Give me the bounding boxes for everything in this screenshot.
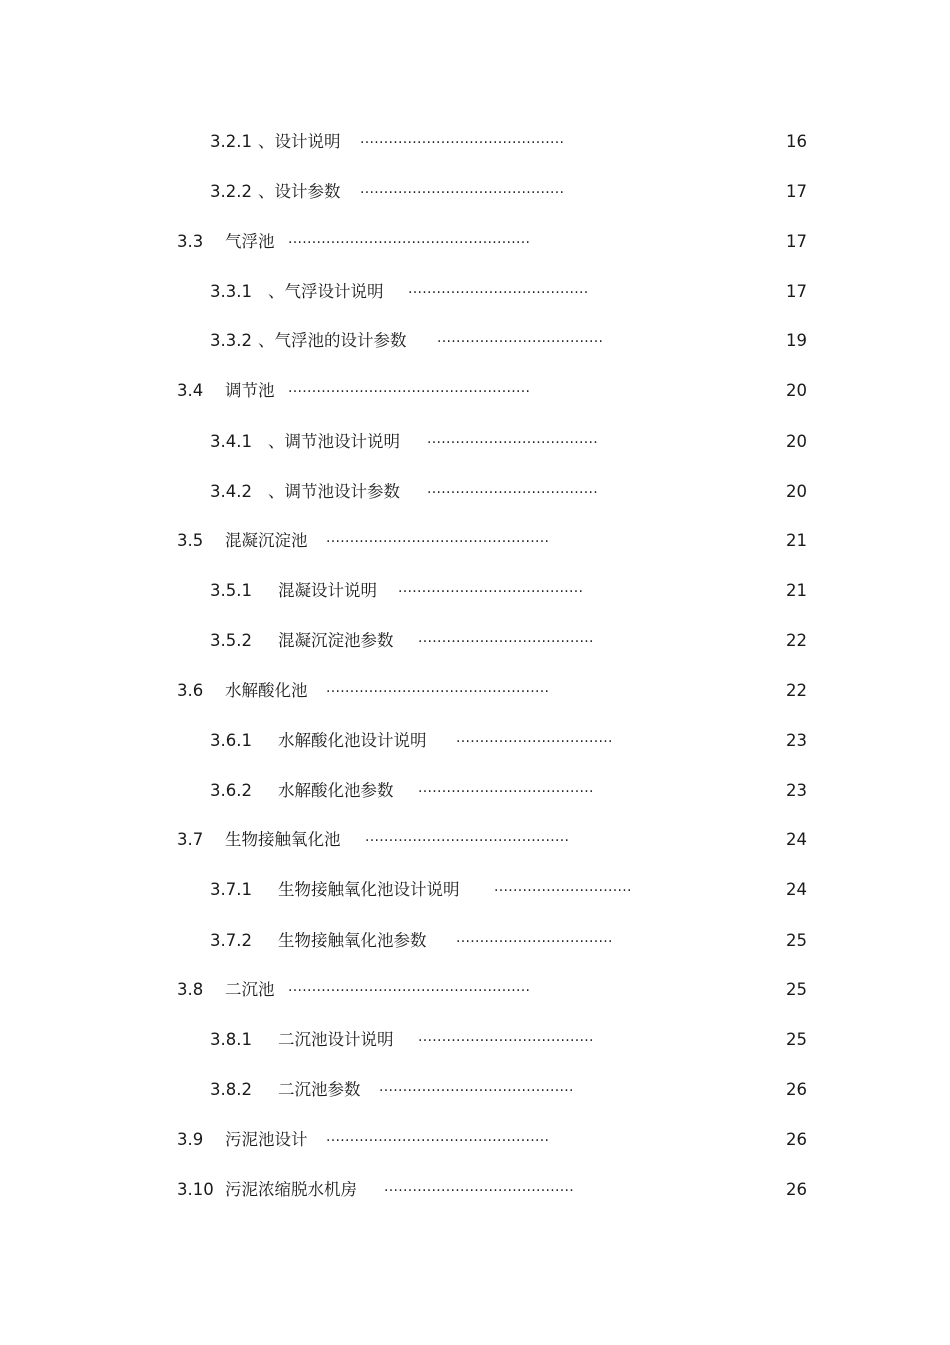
toc-entry-3-7-1[interactable] xyxy=(0,877,950,903)
toc-entry-3-6-1[interactable] xyxy=(0,728,950,754)
toc-entry-3-7[interactable] xyxy=(0,827,950,853)
toc-title: 生物接触氧化池 xyxy=(225,830,341,849)
toc-number: 3.5 xyxy=(177,531,204,550)
toc-number: 3.7 xyxy=(177,830,204,849)
toc-page-number: 25 xyxy=(786,1030,807,1049)
toc-page-number: 20 xyxy=(786,482,807,501)
toc-title: 混凝沉淀池参数 xyxy=(278,631,394,650)
toc-entry-3-3-2[interactable] xyxy=(0,328,950,354)
toc-entry-3-4-2[interactable] xyxy=(0,479,950,505)
toc-entry-3-5-2[interactable] xyxy=(0,628,950,654)
toc-leader: ................................................... xyxy=(288,380,531,396)
toc-page-number: 25 xyxy=(786,931,807,950)
toc-title: 二沉池 xyxy=(225,980,275,999)
toc-leader: .................................... xyxy=(427,431,599,447)
toc-number: 3.3.1 xyxy=(210,282,252,301)
toc-title: 混凝沉淀池 xyxy=(225,531,308,550)
toc-entry-3-8-2[interactable] xyxy=(0,1077,950,1103)
toc-title: 生物接触氧化池设计说明 xyxy=(278,880,460,899)
toc-title: 、气浮设计说明 xyxy=(268,282,384,301)
toc-title: 污泥池设计 xyxy=(225,1130,308,1149)
toc-entry-3-6[interactable] xyxy=(0,678,950,704)
toc-leader: ......................................... xyxy=(379,1079,574,1095)
toc-leader: ..................................... xyxy=(418,780,594,796)
toc-entry-3-5-1[interactable] xyxy=(0,578,950,604)
toc-number: 3.2.2 xyxy=(210,182,252,201)
toc-title: 、调节池设计说明 xyxy=(268,432,400,451)
toc-leader: ............................. xyxy=(494,879,632,895)
toc-title: 水解酸化池参数 xyxy=(278,781,394,800)
toc-leader: ................................. xyxy=(456,930,613,946)
toc-entry-3-10[interactable] xyxy=(0,1177,950,1203)
toc-entry-3-8-1[interactable] xyxy=(0,1027,950,1053)
toc-entry-3-6-2[interactable] xyxy=(0,778,950,804)
toc-title: 、设计参数 xyxy=(258,182,341,201)
toc-entry-3-2-2[interactable] xyxy=(0,179,950,205)
toc-entry-3-3-1[interactable] xyxy=(0,279,950,305)
toc-entry-3-4[interactable] xyxy=(0,378,950,404)
toc-title: 、调节池设计参数 xyxy=(268,482,400,501)
toc-page-number: 17 xyxy=(786,282,807,301)
toc-page-number: 26 xyxy=(786,1080,807,1099)
toc-leader: ........................................... xyxy=(365,829,570,845)
toc-page-number: 24 xyxy=(786,880,807,899)
toc-number: 3.3 xyxy=(177,232,204,251)
toc-page-number: 23 xyxy=(786,731,807,750)
toc-leader: ........................................... xyxy=(360,131,565,147)
toc-number: 3.4 xyxy=(177,381,204,400)
toc-title: 气浮池 xyxy=(225,232,275,251)
toc-page-number: 16 xyxy=(786,132,807,151)
toc-leader: ...................................... xyxy=(408,281,589,297)
toc-leader: ............................................... xyxy=(326,1129,550,1145)
toc-leader: .................................... xyxy=(427,481,599,497)
toc-page-number: 20 xyxy=(786,381,807,400)
toc-number: 3.6.2 xyxy=(210,781,252,800)
toc-leader: ................................................... xyxy=(288,979,531,995)
toc-number: 3.7.1 xyxy=(210,880,252,899)
toc-page-number: 23 xyxy=(786,781,807,800)
toc-page-number: 21 xyxy=(786,581,807,600)
toc-title: 二沉池参数 xyxy=(278,1080,361,1099)
toc-title: 水解酸化池设计说明 xyxy=(278,731,427,750)
toc-leader: ..................................... xyxy=(418,1029,594,1045)
toc-number: 3.2.1 xyxy=(210,132,252,151)
toc-number: 3.4.1 xyxy=(210,432,252,451)
toc-leader: ........................................... xyxy=(360,181,565,197)
toc-number: 3.6.1 xyxy=(210,731,252,750)
toc-title: 二沉池设计说明 xyxy=(278,1030,394,1049)
toc-page-number: 17 xyxy=(786,182,807,201)
toc-page-number: 26 xyxy=(786,1180,807,1199)
toc-title: 、设计说明 xyxy=(258,132,341,151)
toc-page-number: 26 xyxy=(786,1130,807,1149)
toc-number: 3.5.1 xyxy=(210,581,252,600)
toc-page-number: 25 xyxy=(786,980,807,999)
toc-leader: ................................................... xyxy=(288,231,531,247)
toc-number: 3.9 xyxy=(177,1130,204,1149)
toc-page-number: 19 xyxy=(786,331,807,350)
toc-entry-3-3[interactable] xyxy=(0,229,950,255)
toc-page-number: 21 xyxy=(786,531,807,550)
toc-entry-3-5[interactable] xyxy=(0,528,950,554)
toc-leader: ............................................... xyxy=(326,680,550,696)
toc-title: 混凝设计说明 xyxy=(278,581,377,600)
toc-leader: ....................................... xyxy=(398,580,584,596)
toc-number: 3.6 xyxy=(177,681,204,700)
toc-leader: ................................. xyxy=(456,730,613,746)
toc-number: 3.4.2 xyxy=(210,482,252,501)
toc-title: 、气浮池的设计参数 xyxy=(258,331,407,350)
toc-number: 3.7.2 xyxy=(210,931,252,950)
toc-entry-3-8[interactable] xyxy=(0,977,950,1003)
toc-number: 3.3.2 xyxy=(210,331,252,350)
toc-page-number: 22 xyxy=(786,631,807,650)
toc-entry-3-2-1[interactable] xyxy=(0,129,950,155)
toc-title: 生物接触氧化池参数 xyxy=(278,931,427,950)
toc-leader: ............................................... xyxy=(326,530,550,546)
toc-page-number: 22 xyxy=(786,681,807,700)
toc-number: 3.8.2 xyxy=(210,1080,252,1099)
toc-number: 3.5.2 xyxy=(210,631,252,650)
toc-leader: ................................... xyxy=(437,330,604,346)
toc-number: 3.8 xyxy=(177,980,204,999)
toc-number: 3.10 xyxy=(177,1180,214,1199)
toc-page-number: 24 xyxy=(786,830,807,849)
toc-entry-3-9[interactable] xyxy=(0,1127,950,1153)
toc-entry-3-7-2[interactable] xyxy=(0,928,950,954)
toc-title: 调节池 xyxy=(225,381,275,400)
toc-title: 污泥浓缩脱水机房 xyxy=(225,1180,357,1199)
toc-page-number: 17 xyxy=(786,232,807,251)
toc-leader: ..................................... xyxy=(418,630,594,646)
toc-entry-3-4-1[interactable] xyxy=(0,429,950,455)
toc-page-number: 20 xyxy=(786,432,807,451)
toc-title: 水解酸化池 xyxy=(225,681,308,700)
toc-number: 3.8.1 xyxy=(210,1030,252,1049)
toc-leader: ........................................ xyxy=(384,1179,575,1195)
